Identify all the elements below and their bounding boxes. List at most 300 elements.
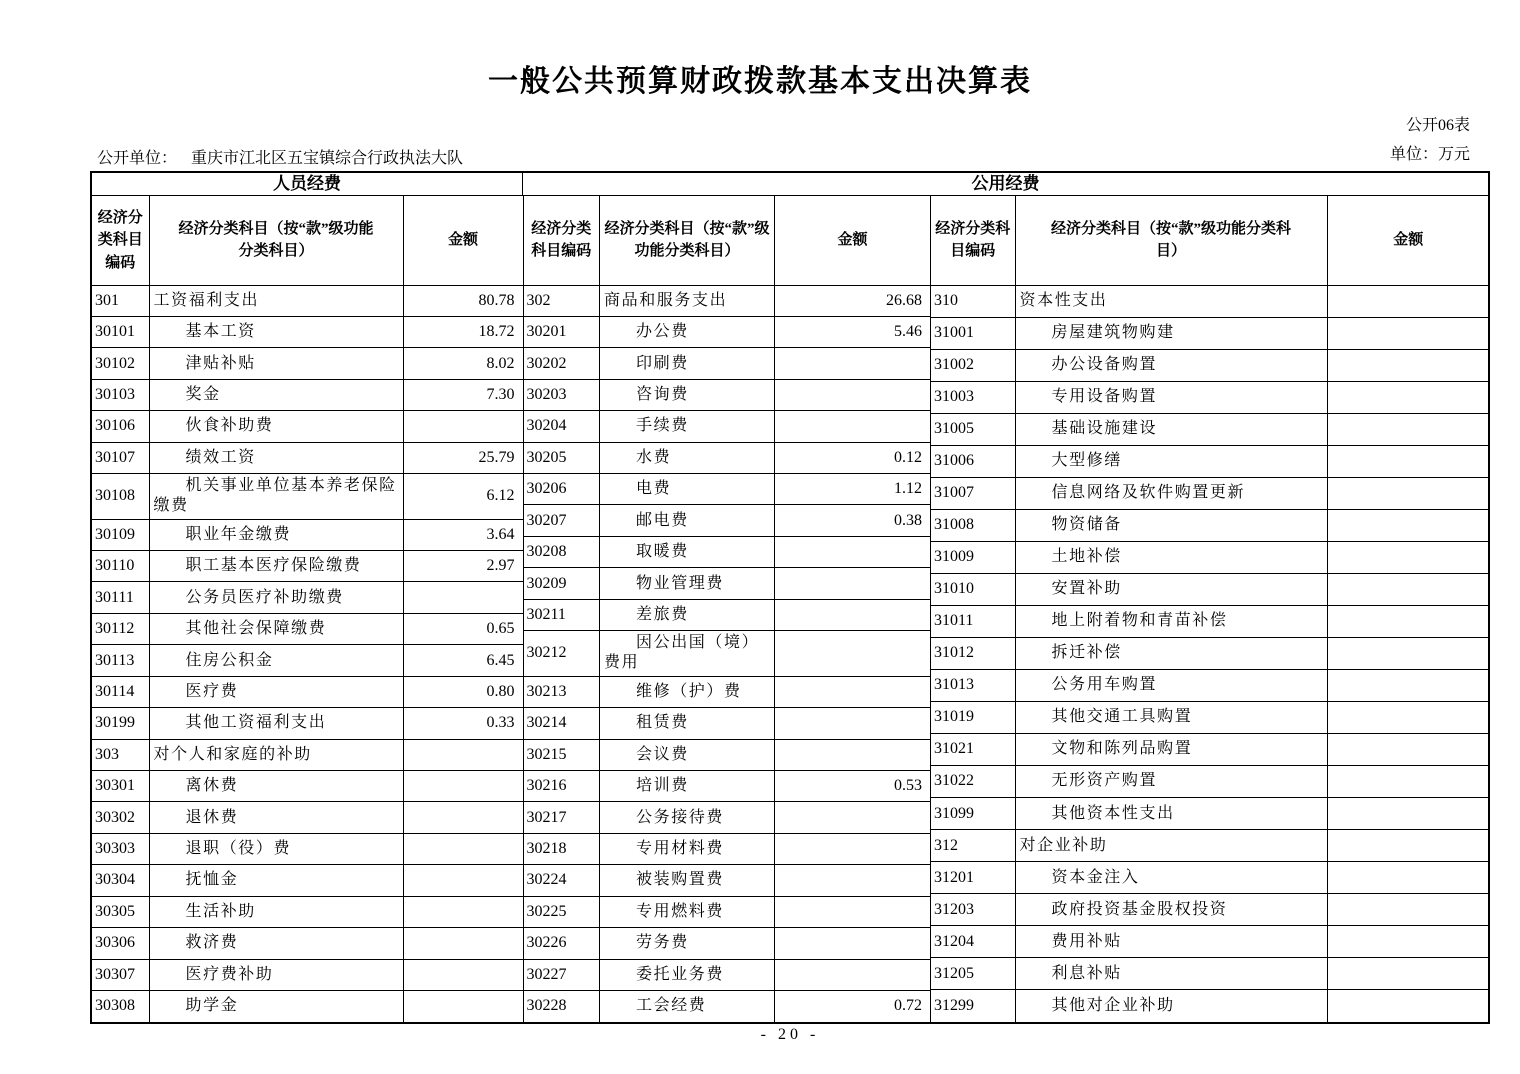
- cell-subject: 基础设施建设: [1015, 413, 1327, 445]
- cell-subject: 伙食补助费: [149, 411, 403, 442]
- table-row: [92, 285, 523, 316]
- table-row: [524, 442, 931, 473]
- column-header-row: [524, 196, 931, 285]
- cell-amount: 0.72: [775, 990, 931, 1022]
- cell-subject: 安置补助: [1015, 573, 1327, 605]
- column-header-amount: 金额: [403, 196, 523, 285]
- table-row: [931, 926, 1489, 958]
- cell-subject: 绩效工资: [149, 442, 403, 473]
- cell-amount: 0.53: [775, 771, 931, 802]
- cell-code: 30107: [92, 442, 149, 473]
- cell-code: 31003: [931, 381, 1015, 413]
- cell-code: 31007: [931, 477, 1015, 509]
- table-row: [931, 573, 1489, 605]
- cell-amount: [403, 896, 523, 927]
- cell-amount: [1327, 509, 1489, 541]
- cell-subject: 大型修缮: [1015, 445, 1327, 477]
- cell-subject: 无形资产购置: [1015, 765, 1327, 797]
- cell-subject: 手续费: [600, 411, 775, 442]
- cell-code: 31001: [931, 317, 1015, 349]
- cell-amount: 6.12: [403, 474, 523, 520]
- cell-code: 30301: [92, 771, 149, 802]
- cell-amount: [1327, 958, 1489, 990]
- cell-amount: [1327, 541, 1489, 573]
- cell-code: 30307: [92, 959, 149, 990]
- cell-amount: [775, 599, 931, 630]
- cell-code: 30217: [524, 802, 600, 833]
- cell-code: 310: [931, 285, 1015, 317]
- cell-code: 30303: [92, 833, 149, 864]
- cell-amount: 5.46: [775, 316, 931, 347]
- cell-amount: [775, 928, 931, 959]
- cell-subject: 利息补贴: [1015, 958, 1327, 990]
- cell-code: 30110: [92, 551, 149, 582]
- publish-unit-line: [97, 145, 463, 168]
- cell-amount: 2.97: [403, 551, 523, 582]
- cell-amount: [775, 568, 931, 599]
- table-row: [92, 411, 523, 442]
- cell-code: 31005: [931, 413, 1015, 445]
- table-row: [931, 477, 1489, 509]
- table-row: [931, 958, 1489, 990]
- cell-subject: 其他社会保障缴费: [149, 613, 403, 644]
- cell-amount: [775, 833, 931, 864]
- cell-subject: 对个人和家庭的补助: [149, 739, 403, 770]
- cell-code: 30102: [92, 348, 149, 379]
- table-row: [524, 676, 931, 707]
- cell-subject: 因公出国（境）费用: [600, 631, 775, 677]
- cell-amount: [775, 676, 931, 707]
- cell-amount: [1327, 605, 1489, 637]
- cell-subject: 物资储备: [1015, 509, 1327, 541]
- column-header-amount: 金额: [1327, 196, 1489, 285]
- cell-code: 30211: [524, 599, 600, 630]
- cell-subject: 政府投资基金股权投资: [1015, 894, 1327, 926]
- cell-amount: [1327, 349, 1489, 381]
- column-header-subject: 经济分类科目（按“款”级功能分类科目）: [149, 196, 403, 285]
- table-row: [524, 379, 931, 410]
- cell-subject: 工资福利支出: [149, 285, 403, 316]
- cell-amount: 6.45: [403, 645, 523, 676]
- cell-amount: [1327, 862, 1489, 894]
- table-row: [931, 862, 1489, 894]
- cell-amount: [775, 379, 931, 410]
- cell-code: 30224: [524, 865, 600, 896]
- table-row: [92, 802, 523, 833]
- cell-subject: 医疗费: [149, 676, 403, 707]
- cell-subject: 租赁费: [600, 708, 775, 739]
- table-row: [931, 445, 1489, 477]
- cell-subject: 培训费: [600, 771, 775, 802]
- cell-amount: 0.38: [775, 505, 931, 536]
- cell-amount: [1327, 733, 1489, 765]
- cell-code: 31201: [931, 862, 1015, 894]
- cell-code: 30106: [92, 411, 149, 442]
- cell-code: 31205: [931, 958, 1015, 990]
- cell-code: 30207: [524, 505, 600, 536]
- expenditure-table: [90, 171, 1490, 1024]
- cell-subject: 被装购置费: [600, 865, 775, 896]
- column-header-amount: 金额: [775, 196, 931, 285]
- cell-subject: 离休费: [149, 771, 403, 802]
- cell-code: 30227: [524, 959, 600, 990]
- cell-amount: [1327, 413, 1489, 445]
- cell-code: 30308: [92, 990, 149, 1022]
- cell-subject: 奖金: [149, 379, 403, 410]
- cell-amount: 25.79: [403, 442, 523, 473]
- cell-code: 30225: [524, 896, 600, 927]
- cell-subject: 咨询费: [600, 379, 775, 410]
- cell-subject: 资本性支出: [1015, 285, 1327, 317]
- table-columns-area: [92, 196, 1488, 1022]
- cell-amount: [1327, 830, 1489, 862]
- cell-amount: [403, 739, 523, 770]
- cell-subject: 公务员医疗补助缴费: [149, 582, 403, 613]
- table-row: [92, 379, 523, 410]
- cell-amount: [775, 631, 931, 677]
- cell-amount: 8.02: [403, 348, 523, 379]
- cell-code: 31021: [931, 733, 1015, 765]
- page-title: 一般公共预算财政拨款基本支出决算表: [488, 65, 1032, 98]
- cell-subject: 土地补偿: [1015, 541, 1327, 573]
- cell-subject: 机关事业单位基本养老保险缴费: [149, 474, 403, 520]
- cell-subject: 其他工资福利支出: [149, 708, 403, 739]
- column-header-row: [92, 196, 523, 285]
- cell-code: 30206: [524, 474, 600, 505]
- cell-code: 30205: [524, 442, 600, 473]
- cell-code: 30214: [524, 708, 600, 739]
- cell-code: 30101: [92, 316, 149, 347]
- cell-subject: 维修（护）费: [600, 676, 775, 707]
- cell-subject: 商品和服务支出: [600, 285, 775, 316]
- cell-amount: [1327, 445, 1489, 477]
- cell-code: 31013: [931, 669, 1015, 701]
- cell-code: 30304: [92, 865, 149, 896]
- cell-code: 30204: [524, 411, 600, 442]
- table-row: [92, 896, 523, 927]
- table-row: [524, 348, 931, 379]
- cell-subject: 生活补助: [149, 896, 403, 927]
- table-row: [92, 708, 523, 739]
- cell-subject: 抚恤金: [149, 865, 403, 896]
- cell-amount: [1327, 926, 1489, 958]
- cell-code: 30203: [524, 379, 600, 410]
- cell-code: 30305: [92, 896, 149, 927]
- cell-code: 30114: [92, 676, 149, 707]
- cell-amount: [403, 865, 523, 896]
- table-row: [524, 771, 931, 802]
- cell-subject: 文物和陈列品购置: [1015, 733, 1327, 765]
- table-row: [931, 317, 1489, 349]
- table-row: [931, 990, 1489, 1022]
- cell-code: 30201: [524, 316, 600, 347]
- table-row: [931, 765, 1489, 797]
- cell-amount: [1327, 317, 1489, 349]
- cell-subject: 退休费: [149, 802, 403, 833]
- cell-code: 302: [524, 285, 600, 316]
- table-row: [931, 894, 1489, 926]
- cell-amount: [1327, 669, 1489, 701]
- cell-code: 303: [92, 739, 149, 770]
- cell-subject: 物业管理费: [600, 568, 775, 599]
- cell-subject: 助学金: [149, 990, 403, 1022]
- table-row: [931, 349, 1489, 381]
- cell-code: 301: [92, 285, 149, 316]
- cell-subject: 职工基本医疗保险缴费: [149, 551, 403, 582]
- cell-code: 31022: [931, 765, 1015, 797]
- cell-subject: 电费: [600, 474, 775, 505]
- table-row: [931, 701, 1489, 733]
- table-row: [92, 990, 523, 1022]
- cell-subject: 基本工资: [149, 316, 403, 347]
- cell-subject: 差旅费: [600, 599, 775, 630]
- cell-code: 30306: [92, 928, 149, 959]
- cell-code: 31012: [931, 637, 1015, 669]
- cell-amount: 0.65: [403, 613, 523, 644]
- column-header-code: 经济分类科目编码: [92, 196, 149, 285]
- cell-amount: [775, 865, 931, 896]
- table-row: [524, 928, 931, 959]
- cell-subject: 职业年金缴费: [149, 519, 403, 550]
- table-row: [92, 474, 523, 520]
- cell-amount: [775, 708, 931, 739]
- cell-subject: 资本金注入: [1015, 862, 1327, 894]
- cell-code: 30209: [524, 568, 600, 599]
- table-row: [92, 348, 523, 379]
- cell-amount: 18.72: [403, 316, 523, 347]
- cell-subject: 对企业补助: [1015, 830, 1327, 862]
- table-code-label: 公开06表: [1405, 117, 1470, 134]
- table-row: [524, 411, 931, 442]
- table-row: [524, 833, 931, 864]
- cell-code: 31099: [931, 798, 1015, 830]
- table-row: [931, 541, 1489, 573]
- cell-code: 30218: [524, 833, 600, 864]
- table-row: [524, 631, 931, 677]
- table-row: [92, 833, 523, 864]
- table-row: [92, 442, 523, 473]
- cell-amount: [1327, 637, 1489, 669]
- cell-amount: [403, 771, 523, 802]
- cell-code: 30213: [524, 676, 600, 707]
- cell-subject: 公务用车购置: [1015, 669, 1327, 701]
- cell-amount: [403, 928, 523, 959]
- band-personnel-expenses: 人员经费: [92, 173, 523, 196]
- page-number: - 20 -: [760, 1026, 820, 1043]
- cell-subject: 专用材料费: [600, 833, 775, 864]
- cell-amount: [1327, 990, 1489, 1022]
- table-row: [92, 613, 523, 644]
- cell-code: 30302: [92, 802, 149, 833]
- table-row: [524, 536, 931, 567]
- cell-amount: [403, 411, 523, 442]
- cell-code: 312: [931, 830, 1015, 862]
- table-row: [524, 708, 931, 739]
- table-row: [931, 733, 1489, 765]
- table-row: [524, 505, 931, 536]
- table-row: [524, 865, 931, 896]
- table-row: [931, 285, 1489, 317]
- cell-code: 30103: [92, 379, 149, 410]
- cell-amount: [1327, 765, 1489, 797]
- cell-amount: [403, 833, 523, 864]
- cell-amount: 7.30: [403, 379, 523, 410]
- table-row: [524, 896, 931, 927]
- cell-amount: [775, 411, 931, 442]
- table-row: [931, 413, 1489, 445]
- table-row: [524, 599, 931, 630]
- publish-unit-name: 重庆市江北区五宝镇综合行政执法大队: [191, 150, 464, 167]
- table-row: [92, 959, 523, 990]
- table-row: [92, 928, 523, 959]
- column-header-code: 经济分类科目编码: [931, 196, 1015, 285]
- cell-amount: 3.64: [403, 519, 523, 550]
- cell-code: 31006: [931, 445, 1015, 477]
- currency-unit-label: 单位：万元: [1389, 146, 1470, 163]
- cell-code: 30199: [92, 708, 149, 739]
- table-row: [931, 830, 1489, 862]
- cell-code: 30112: [92, 613, 149, 644]
- cell-amount: [1327, 477, 1489, 509]
- table-row: [931, 381, 1489, 413]
- cell-amount: [1327, 701, 1489, 733]
- table-row: [931, 798, 1489, 830]
- publish-unit-label: 公开单位：: [97, 150, 178, 167]
- cell-subject: 公务接待费: [600, 802, 775, 833]
- cell-code: 30111: [92, 582, 149, 613]
- cell-code: 31002: [931, 349, 1015, 381]
- table-row: [931, 605, 1489, 637]
- cell-subject: 印刷费: [600, 348, 775, 379]
- table-row: [92, 519, 523, 550]
- cell-amount: 0.33: [403, 708, 523, 739]
- cell-code: 30208: [524, 536, 600, 567]
- cell-subject: 专用燃料费: [600, 896, 775, 927]
- cell-amount: [403, 802, 523, 833]
- cell-code: 31010: [931, 573, 1015, 605]
- cell-code: 31009: [931, 541, 1015, 573]
- cell-code: 30108: [92, 474, 149, 520]
- cell-code: 30215: [524, 739, 600, 770]
- cell-amount: 1.12: [775, 474, 931, 505]
- table-row: [524, 316, 931, 347]
- cell-amount: [403, 990, 523, 1022]
- cell-subject: 其他交通工具购置: [1015, 701, 1327, 733]
- cell-subject: 水费: [600, 442, 775, 473]
- cell-code: 31203: [931, 894, 1015, 926]
- cell-code: 30216: [524, 771, 600, 802]
- cell-subject: 工会经费: [600, 990, 775, 1022]
- table-row: [524, 802, 931, 833]
- cell-amount: [1327, 573, 1489, 605]
- table-row: [524, 739, 931, 770]
- cell-amount: [1327, 285, 1489, 317]
- cell-code: 30212: [524, 631, 600, 677]
- table-row: [92, 551, 523, 582]
- cell-code: 31011: [931, 605, 1015, 637]
- cell-subject: 办公费: [600, 316, 775, 347]
- cell-amount: [775, 959, 931, 990]
- band-public-expenses: 公用经费: [523, 173, 1488, 196]
- table-row: [524, 285, 931, 316]
- table-band-header: [92, 173, 1488, 196]
- cell-subject: 救济费: [149, 928, 403, 959]
- table-row: [92, 676, 523, 707]
- table-row: [524, 990, 931, 1022]
- cell-amount: [775, 536, 931, 567]
- table-row: [931, 669, 1489, 701]
- cell-amount: 80.78: [403, 285, 523, 316]
- cell-code: 31019: [931, 701, 1015, 733]
- cell-code: 30113: [92, 645, 149, 676]
- cell-code: 30228: [524, 990, 600, 1022]
- public-goods-services-table: [524, 196, 932, 1022]
- cell-amount: 0.12: [775, 442, 931, 473]
- table-row: [524, 474, 931, 505]
- table-row: [524, 568, 931, 599]
- cell-code: 30226: [524, 928, 600, 959]
- cell-subject: 津贴补贴: [149, 348, 403, 379]
- column-header-code: 经济分类科目编码: [524, 196, 600, 285]
- table-row: [931, 509, 1489, 541]
- column-header-row: [931, 196, 1489, 285]
- cell-code: 31204: [931, 926, 1015, 958]
- cell-amount: [1327, 798, 1489, 830]
- cell-amount: [775, 802, 931, 833]
- cell-subject: 委托业务费: [600, 959, 775, 990]
- cell-amount: [1327, 381, 1489, 413]
- table-row: [931, 637, 1489, 669]
- cell-subject: 办公设备购置: [1015, 349, 1327, 381]
- table-row: [92, 865, 523, 896]
- cell-amount: [1327, 894, 1489, 926]
- cell-subject: 取暖费: [600, 536, 775, 567]
- cell-code: 30202: [524, 348, 600, 379]
- cell-subject: 费用补贴: [1015, 926, 1327, 958]
- cell-amount: 26.68: [775, 285, 931, 316]
- table-row: [92, 582, 523, 613]
- cell-subject: 其他对企业补助: [1015, 990, 1327, 1022]
- cell-code: 30109: [92, 519, 149, 550]
- cell-subject: 拆迁补偿: [1015, 637, 1327, 669]
- cell-subject: 房屋建筑物购建: [1015, 317, 1327, 349]
- cell-subject: 邮电费: [600, 505, 775, 536]
- personnel-expenses-table: [92, 196, 524, 1022]
- table-row: [92, 645, 523, 676]
- cell-subject: 医疗费补助: [149, 959, 403, 990]
- column-header-subject: 经济分类科目（按“款”级功能分类科目）: [600, 196, 775, 285]
- cell-subject: 信息网络及软件购置更新: [1015, 477, 1327, 509]
- cell-subject: 退职（役）费: [149, 833, 403, 864]
- cell-subject: 住房公积金: [149, 645, 403, 676]
- cell-code: 31008: [931, 509, 1015, 541]
- cell-subject: 专用设备购置: [1015, 381, 1327, 413]
- cell-amount: [775, 739, 931, 770]
- cell-subject: 劳务费: [600, 928, 775, 959]
- table-row: [92, 316, 523, 347]
- cell-amount: 0.80: [403, 676, 523, 707]
- cell-subject: 会议费: [600, 739, 775, 770]
- cell-amount: [403, 582, 523, 613]
- cell-code: 31299: [931, 990, 1015, 1022]
- cell-amount: [775, 348, 931, 379]
- table-row: [92, 739, 523, 770]
- table-row: [92, 771, 523, 802]
- cell-amount: [775, 896, 931, 927]
- public-capital-table: [931, 196, 1489, 1022]
- cell-subject: 地上附着物和青苗补偿: [1015, 605, 1327, 637]
- column-header-subject: 经济分类科目（按“款”级功能分类科目）: [1015, 196, 1327, 285]
